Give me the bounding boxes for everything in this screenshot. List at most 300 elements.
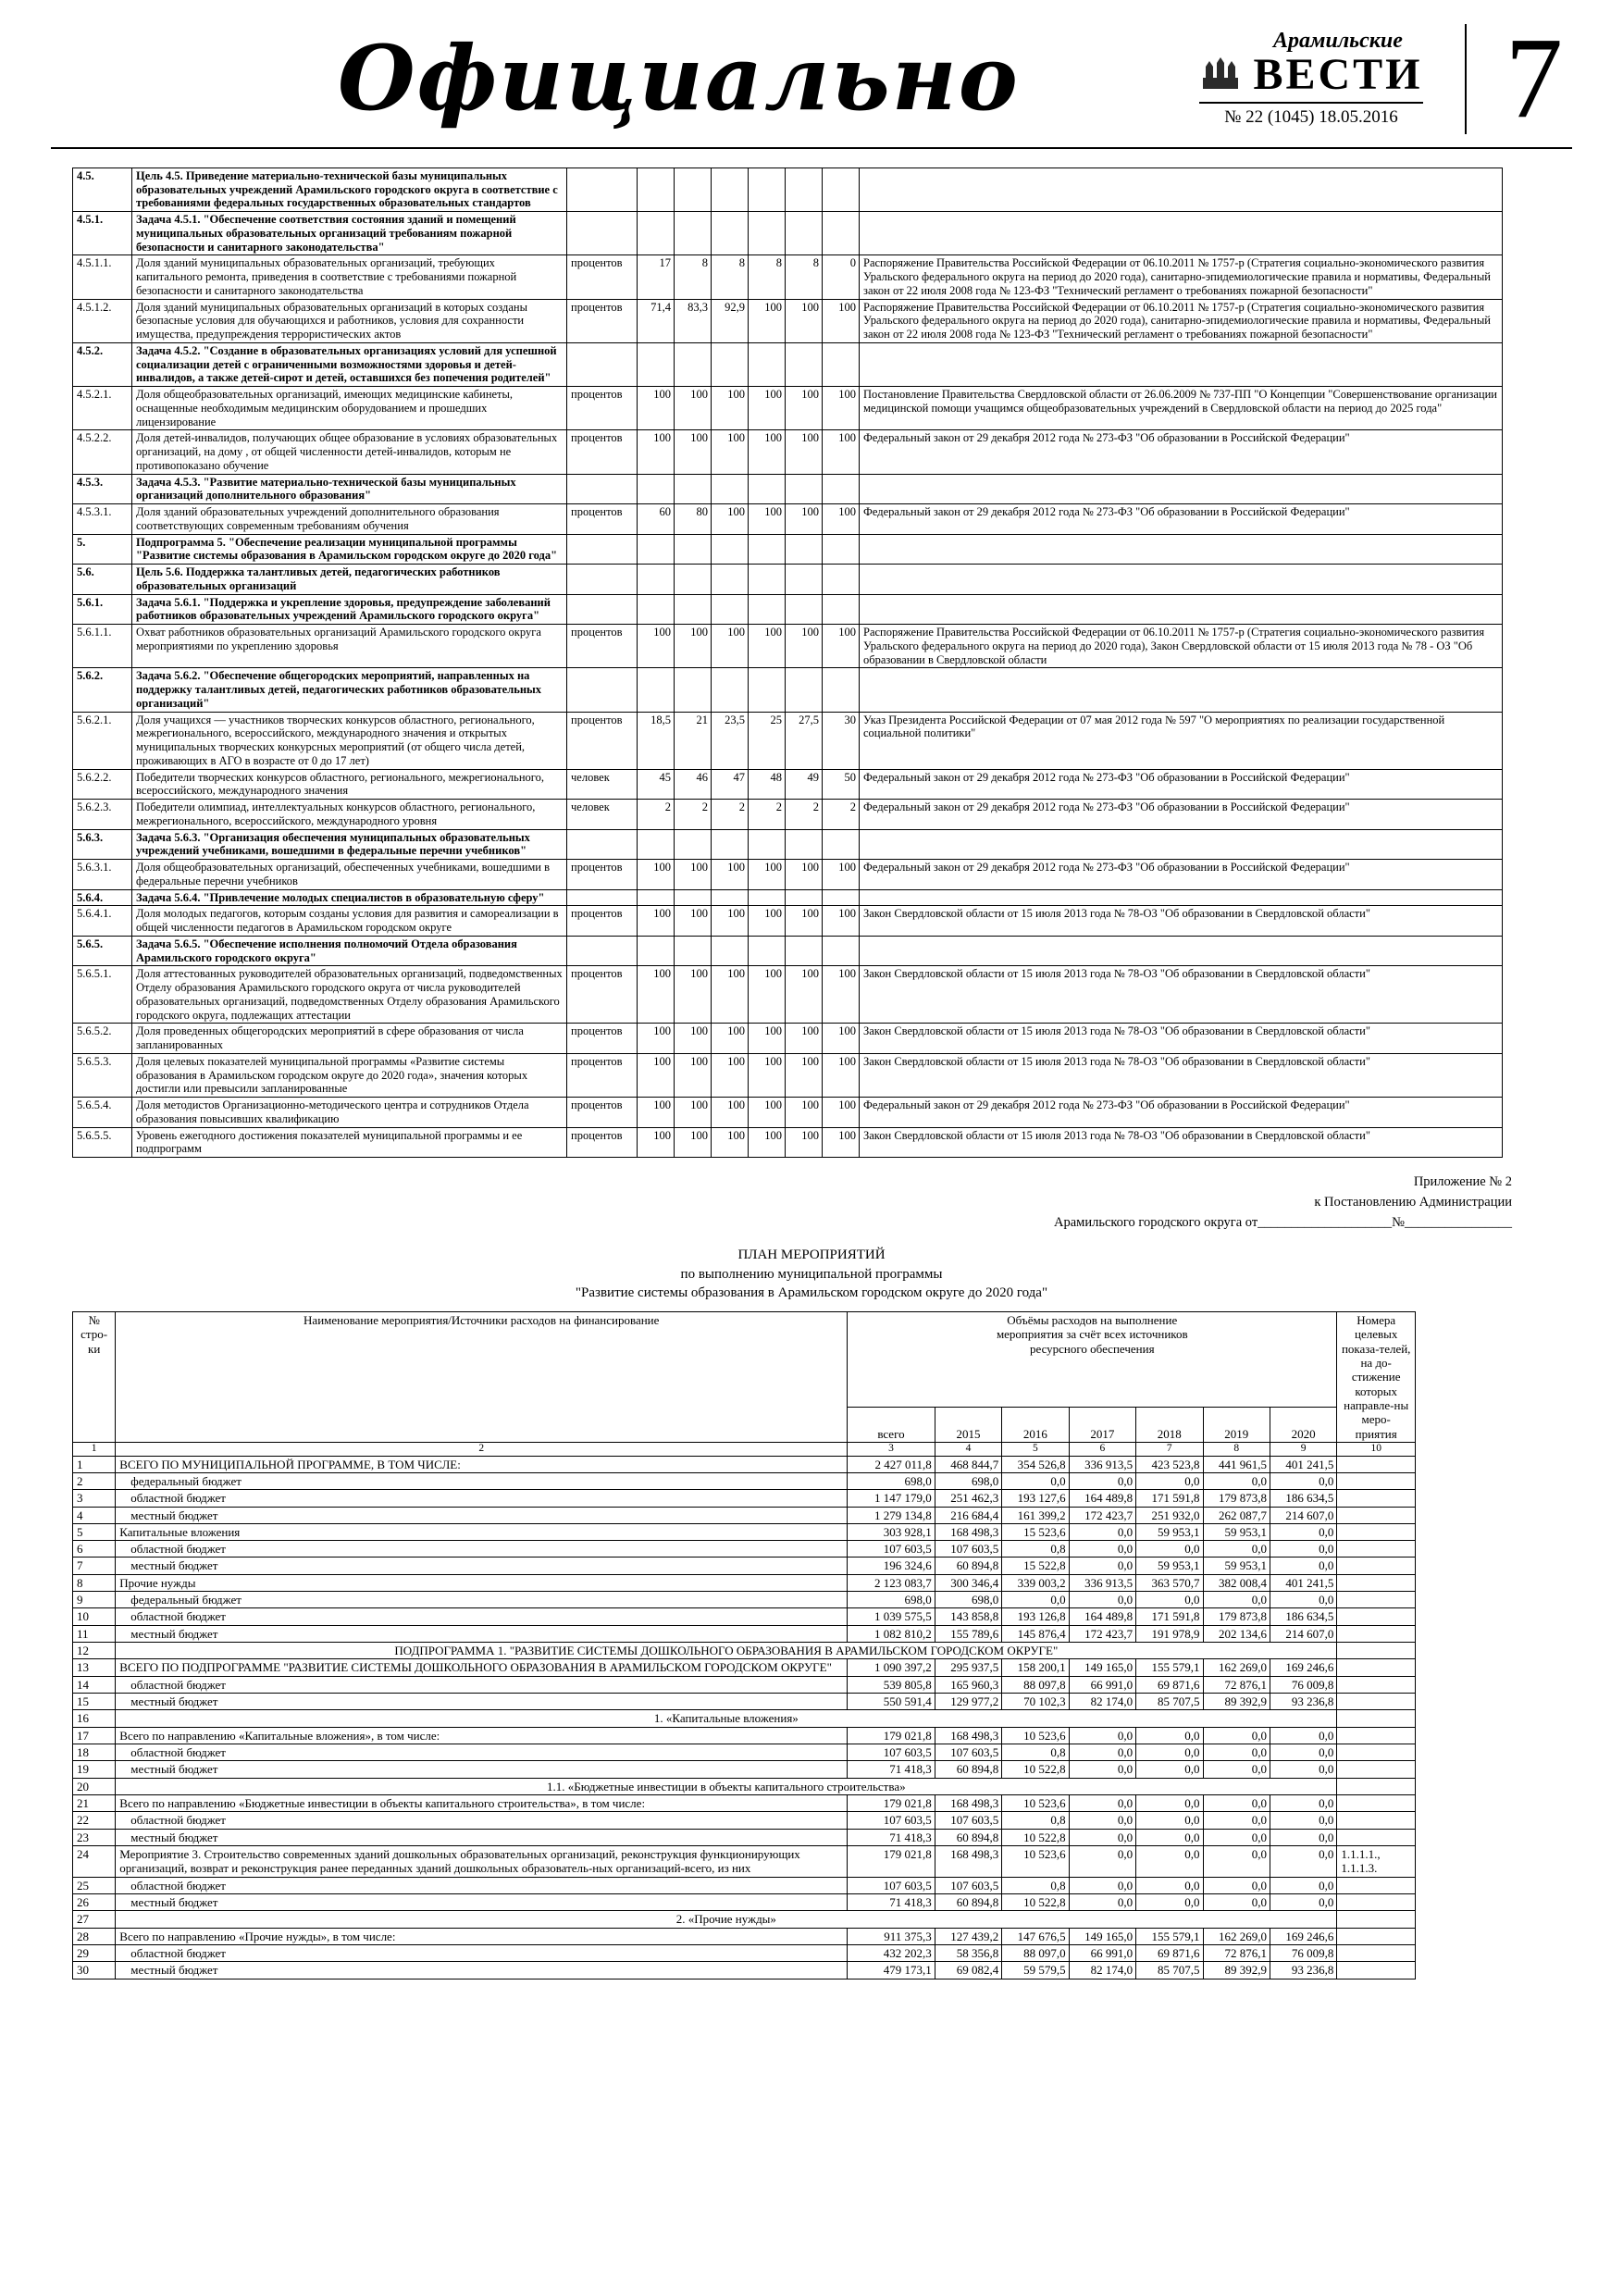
amount-cell: 0,0 bbox=[1270, 1829, 1336, 1845]
amount-cell: 191 978,9 bbox=[1136, 1625, 1203, 1642]
indicator-value-cell: 2 bbox=[712, 800, 749, 830]
column-header-year: 2018 bbox=[1136, 1407, 1203, 1442]
source-cell bbox=[860, 534, 1503, 565]
indicator-name-cell: Цель 5.6. Поддержка талантливых детей, педагогических работников образовательных организаций bbox=[132, 565, 567, 595]
measure-name-cell: федеральный бюджет bbox=[116, 1592, 848, 1608]
indicator-value-cell bbox=[638, 212, 675, 255]
unit-cell bbox=[567, 168, 638, 211]
targets-cell bbox=[1337, 1507, 1416, 1523]
source-cell: Федеральный закон от 29 декабря 2012 года № 273-ФЗ "Об образовании в Российской Федерации" bbox=[860, 430, 1503, 474]
table-row bbox=[73, 1127, 1503, 1158]
amount-cell: 127 439,2 bbox=[935, 1928, 1001, 1944]
amount-cell: 698,0 bbox=[935, 1592, 1001, 1608]
indicator-name-cell: Задача 5.6.5. "Обеспечение исполнения полномочий Отдела образования Арамильского городского округа" bbox=[132, 936, 567, 966]
indicator-value-cell: 100 bbox=[749, 966, 786, 1024]
amount-cell: 93 236,8 bbox=[1270, 1962, 1336, 1979]
table-row bbox=[73, 860, 1503, 890]
unit-cell: процентов bbox=[567, 860, 638, 890]
indicator-value-cell bbox=[786, 594, 823, 625]
issue-info: № 22 (1045) 18.05.2016 bbox=[1199, 102, 1422, 128]
targets-cell bbox=[1337, 1694, 1416, 1710]
indicator-value-cell bbox=[749, 594, 786, 625]
unit-cell: процентов bbox=[567, 712, 638, 769]
amount-cell: 0,0 bbox=[1069, 1472, 1135, 1489]
amount-cell: 423 523,8 bbox=[1136, 1456, 1203, 1472]
measure-name-cell: областной бюджет bbox=[116, 1812, 848, 1829]
indicator-value-cell bbox=[823, 474, 860, 504]
source-cell: Федеральный закон от 29 декабря 2012 года № 273-ФЗ "Об образовании в Российской Федерации" bbox=[860, 800, 1503, 830]
table-row bbox=[73, 430, 1503, 474]
amount-cell: 0,0 bbox=[1136, 1592, 1203, 1608]
column-number-cell: 4 bbox=[935, 1442, 1001, 1456]
page-header bbox=[51, 0, 1572, 149]
measure-name-cell: Мероприятие 3. Строительство современных зданий дошкольных образовательных организаций, реконструкция функционирующих организаций, возврат и реконструкция ранее переданных зданий дошкольных образователь-ных организаций-всего, из них bbox=[116, 1846, 848, 1878]
indicator-value-cell: 100 bbox=[638, 625, 675, 668]
indicator-value-cell bbox=[786, 534, 823, 565]
indicator-value-cell bbox=[712, 168, 749, 211]
amount-cell: 0,0 bbox=[1203, 1795, 1270, 1812]
indicator-value-cell: 100 bbox=[749, 387, 786, 430]
amount-cell: 143 858,8 bbox=[935, 1608, 1001, 1625]
targets-cell bbox=[1337, 1812, 1416, 1829]
table-row bbox=[73, 594, 1503, 625]
amount-cell: 0,0 bbox=[1270, 1846, 1336, 1878]
measure-name-cell: местный бюджет bbox=[116, 1829, 848, 1845]
indicator-value-cell: 100 bbox=[786, 625, 823, 668]
indicator-value-cell: 46 bbox=[675, 769, 712, 800]
indicator-value-cell bbox=[675, 594, 712, 625]
indicator-value-cell bbox=[786, 936, 823, 966]
amount-cell: 147 676,5 bbox=[1002, 1928, 1069, 1944]
indicator-value-cell: 8 bbox=[786, 255, 823, 299]
amount-cell: 72 876,1 bbox=[1203, 1676, 1270, 1693]
amount-cell: 186 634,5 bbox=[1270, 1490, 1336, 1507]
plan-subtitle: по выполнению муниципальной программы bbox=[680, 1266, 943, 1282]
amount-cell: 0,0 bbox=[1203, 1812, 1270, 1829]
indicator-value-cell: 8 bbox=[749, 255, 786, 299]
indicator-value-cell: 100 bbox=[786, 860, 823, 890]
table-row bbox=[73, 1490, 1416, 1507]
indicator-name-cell: Цель 4.5. Приведение материально-технической базы муниципальных образовательных учреждений Арамильского городского округа в соответствие с требованиями федеральных государственных образовательных стандартов bbox=[132, 168, 567, 211]
source-cell: Федеральный закон от 29 декабря 2012 года № 273-ФЗ "Об образовании в Российской Федерации" bbox=[860, 769, 1503, 800]
targets-cell bbox=[1337, 1911, 1416, 1928]
amount-cell: 155 579,1 bbox=[1136, 1928, 1203, 1944]
indicator-value-cell bbox=[749, 534, 786, 565]
unit-cell: процентов bbox=[567, 504, 638, 535]
amount-cell: 82 174,0 bbox=[1069, 1694, 1135, 1710]
row-number-cell: 5.6.5.5. bbox=[73, 1127, 132, 1158]
row-number-cell: 5 bbox=[73, 1523, 116, 1540]
unit-cell: процентов bbox=[567, 255, 638, 299]
amount-cell: 196 324,6 bbox=[848, 1558, 935, 1574]
indicator-value-cell: 100 bbox=[638, 1098, 675, 1128]
indicator-value-cell: 100 bbox=[786, 1024, 823, 1054]
indicator-value-cell: 83,3 bbox=[675, 299, 712, 342]
row-number-cell: 5.6.2.1. bbox=[73, 712, 132, 769]
row-number-cell: 24 bbox=[73, 1846, 116, 1878]
indicator-value-cell: 71,4 bbox=[638, 299, 675, 342]
table-row bbox=[73, 565, 1503, 595]
targets-cell bbox=[1337, 1472, 1416, 1489]
indicator-value-cell bbox=[786, 342, 823, 386]
source-cell bbox=[860, 342, 1503, 386]
row-number-cell: 5.6.4.1. bbox=[73, 906, 132, 937]
amount-cell: 432 202,3 bbox=[848, 1945, 935, 1962]
indicator-name-cell: Доля методистов Организационно-методического центра и сотрудников Отдела образования повысивших квалификацию bbox=[132, 1098, 567, 1128]
row-number-cell: 5.6.2. bbox=[73, 668, 132, 712]
row-number-cell: 4.5. bbox=[73, 168, 132, 211]
plan-title: ПЛАН МЕРОПРИЯТИЙ bbox=[737, 1247, 886, 1263]
indicator-value-cell bbox=[675, 168, 712, 211]
column-number-cell: 6 bbox=[1069, 1442, 1135, 1456]
amount-cell: 479 173,1 bbox=[848, 1962, 935, 1979]
row-number-cell: 20 bbox=[73, 1778, 116, 1794]
amount-cell: 179 021,8 bbox=[848, 1727, 935, 1744]
indicator-value-cell bbox=[712, 668, 749, 712]
amount-cell: 354 526,8 bbox=[1002, 1456, 1069, 1472]
indicator-value-cell bbox=[638, 889, 675, 906]
amount-cell: 0,0 bbox=[1136, 1829, 1203, 1845]
amount-cell: 0,0 bbox=[1069, 1829, 1135, 1845]
amount-cell: 15 522,8 bbox=[1002, 1558, 1069, 1574]
indicator-name-cell: Доля зданий муниципальных образовательных организаций, требующих капитального ремонта, приведения в соответствие с требованиями пожарной безопасности и санитарного законодательства bbox=[132, 255, 567, 299]
indicator-value-cell: 18,5 bbox=[638, 712, 675, 769]
column-header-year: 2019 bbox=[1203, 1407, 1270, 1442]
indicator-value-cell bbox=[786, 168, 823, 211]
newspaper-emblem-icon bbox=[1199, 54, 1242, 97]
indicator-value-cell: 100 bbox=[638, 906, 675, 937]
measure-name-cell: областной бюджет bbox=[116, 1676, 848, 1693]
measure-name-cell: местный бюджет bbox=[116, 1625, 848, 1642]
indicator-value-cell: 100 bbox=[749, 430, 786, 474]
amount-cell: 0,0 bbox=[1069, 1877, 1135, 1893]
amount-cell: 82 174,0 bbox=[1069, 1962, 1135, 1979]
indicator-value-cell bbox=[823, 212, 860, 255]
indicator-value-cell bbox=[638, 829, 675, 860]
row-number-cell: 5.6.1.1. bbox=[73, 625, 132, 668]
amount-cell: 0,0 bbox=[1069, 1744, 1135, 1761]
indicator-value-cell: 100 bbox=[786, 299, 823, 342]
indicator-name-cell: Задача 5.6.4. "Привлечение молодых специалистов в образовательную сферу" bbox=[132, 889, 567, 906]
amount-cell: 88 097,8 bbox=[1002, 1676, 1069, 1693]
amount-cell: 1 082 810,2 bbox=[848, 1625, 935, 1642]
indicator-value-cell: 100 bbox=[823, 430, 860, 474]
plan-program-name: "Развитие системы образования в Арамильском городском округе до 2020 года" bbox=[575, 1285, 1048, 1300]
table-row bbox=[73, 906, 1503, 937]
table-row bbox=[73, 168, 1503, 211]
amount-cell: 71 418,3 bbox=[848, 1761, 935, 1778]
indicator-value-cell bbox=[638, 342, 675, 386]
row-number-cell: 21 bbox=[73, 1795, 116, 1812]
table-row bbox=[73, 255, 1503, 299]
source-cell: Указ Президента Российской Федерации от 07 мая 2012 года № 597 "О мероприятиях по реализации государственной социальной политики" bbox=[860, 712, 1503, 769]
source-cell bbox=[860, 829, 1503, 860]
amount-cell: 59 579,5 bbox=[1002, 1962, 1069, 1979]
column-header-volumes-text: Объёмы расходов на выполнение мероприятия за счёт всех источников ресурсного обеспечения bbox=[996, 1313, 1188, 1356]
measure-name-cell: ВСЕГО ПО ПОДПРОГРАММЕ "РАЗВИТИЕ СИСТЕМЫ ДОШКОЛЬНОГО ОБРАЗОВАНИЯ В АРАМИЛЬСКОМ ГОРОДСКОМ ОКРУГЕ" bbox=[116, 1659, 848, 1676]
row-number-cell: 25 bbox=[73, 1877, 116, 1893]
row-number-cell: 4.5.1. bbox=[73, 212, 132, 255]
amount-cell: 59 953,1 bbox=[1203, 1523, 1270, 1540]
row-number-cell: 4.5.1.1. bbox=[73, 255, 132, 299]
row-number-cell: 1 bbox=[73, 1456, 116, 1472]
column-header-volumes bbox=[848, 1312, 1337, 1408]
amount-cell: 911 375,3 bbox=[848, 1928, 935, 1944]
indicator-value-cell: 100 bbox=[712, 1053, 749, 1097]
amount-cell: 303 928,1 bbox=[848, 1523, 935, 1540]
unit-cell bbox=[567, 565, 638, 595]
amount-cell: 60 894,8 bbox=[935, 1894, 1001, 1911]
amount-cell: 162 269,0 bbox=[1203, 1659, 1270, 1676]
indicator-value-cell: 47 bbox=[712, 769, 749, 800]
row-number-cell: 26 bbox=[73, 1894, 116, 1911]
indicator-value-cell: 100 bbox=[675, 1098, 712, 1128]
measure-name-cell: областной бюджет bbox=[116, 1945, 848, 1962]
amount-cell: 107 603,5 bbox=[848, 1812, 935, 1829]
targets-cell bbox=[1337, 1778, 1416, 1794]
indicator-value-cell: 100 bbox=[786, 1098, 823, 1128]
amount-cell: 58 356,8 bbox=[935, 1945, 1001, 1962]
row-number-cell: 5.6.2.2. bbox=[73, 769, 132, 800]
row-number-cell: 10 bbox=[73, 1608, 116, 1625]
amount-cell: 59 953,1 bbox=[1203, 1558, 1270, 1574]
indicator-value-cell: 100 bbox=[675, 1053, 712, 1097]
amount-cell: 363 570,7 bbox=[1136, 1574, 1203, 1591]
table-row bbox=[73, 1962, 1416, 1979]
source-cell bbox=[860, 889, 1503, 906]
indicator-value-cell bbox=[712, 594, 749, 625]
measure-name-cell: местный бюджет bbox=[116, 1507, 848, 1523]
indicator-value-cell bbox=[749, 168, 786, 211]
targets-cell: 1.1.1.1., 1.1.1.3. bbox=[1337, 1846, 1416, 1878]
indicator-value-cell: 100 bbox=[638, 387, 675, 430]
amount-cell: 0,0 bbox=[1069, 1894, 1135, 1911]
indicator-value-cell: 100 bbox=[823, 625, 860, 668]
unit-cell: процентов bbox=[567, 1098, 638, 1128]
row-number-cell: 5.6.5.3. bbox=[73, 1053, 132, 1097]
indicator-value-cell bbox=[712, 342, 749, 386]
column-number-cell: 1 bbox=[73, 1442, 116, 1456]
indicator-value-cell bbox=[712, 829, 749, 860]
amount-cell: 0,0 bbox=[1270, 1727, 1336, 1744]
indicator-value-cell bbox=[786, 829, 823, 860]
amount-cell: 107 603,5 bbox=[935, 1541, 1001, 1558]
amount-cell: 0,0 bbox=[1069, 1846, 1135, 1878]
targets-cell bbox=[1337, 1574, 1416, 1591]
amount-cell: 69 871,6 bbox=[1136, 1676, 1203, 1693]
amount-cell: 216 684,4 bbox=[935, 1507, 1001, 1523]
unit-cell: процентов bbox=[567, 299, 638, 342]
table-row bbox=[73, 1846, 1416, 1878]
unit-cell: процентов bbox=[567, 966, 638, 1024]
amount-cell: 145 876,4 bbox=[1002, 1625, 1069, 1642]
indicator-value-cell: 100 bbox=[749, 860, 786, 890]
unit-cell bbox=[567, 534, 638, 565]
row-number-cell: 18 bbox=[73, 1744, 116, 1761]
indicator-value-cell: 100 bbox=[638, 860, 675, 890]
table-row bbox=[73, 474, 1503, 504]
indicator-value-cell: 45 bbox=[638, 769, 675, 800]
amount-cell: 1 090 397,2 bbox=[848, 1659, 935, 1676]
amount-cell: 0,0 bbox=[1136, 1744, 1203, 1761]
measure-name-cell: Капитальные вложения bbox=[116, 1523, 848, 1540]
appendix-line: к Постановлению Администрации bbox=[1314, 1194, 1512, 1210]
targets-cell bbox=[1337, 1744, 1416, 1761]
column-number-cell: 3 bbox=[848, 1442, 935, 1456]
table-row bbox=[73, 712, 1503, 769]
table-row bbox=[73, 1928, 1416, 1944]
indicator-value-cell bbox=[675, 889, 712, 906]
amount-cell: 251 932,0 bbox=[1136, 1507, 1203, 1523]
indicator-value-cell bbox=[638, 474, 675, 504]
indicator-value-cell: 0 bbox=[823, 255, 860, 299]
amount-cell: 172 423,7 bbox=[1069, 1625, 1135, 1642]
table-row bbox=[73, 1608, 1416, 1625]
table-row bbox=[73, 1625, 1416, 1642]
source-cell bbox=[860, 936, 1503, 966]
indicator-value-cell: 27,5 bbox=[786, 712, 823, 769]
column-header-year: 2016 bbox=[1002, 1407, 1069, 1442]
column-number-cell: 7 bbox=[1136, 1442, 1203, 1456]
indicator-value-cell: 8 bbox=[712, 255, 749, 299]
targets-cell bbox=[1337, 1962, 1416, 1979]
measure-name-cell: Всего по направлению «Бюджетные инвестиции в объекты капитального строительства», в том числе: bbox=[116, 1795, 848, 1812]
indicator-name-cell: Доля общеобразовательных организаций, обеспеченных учебниками, вошедшими в федеральные перечни учебников bbox=[132, 860, 567, 890]
amount-cell: 149 165,0 bbox=[1069, 1928, 1135, 1944]
amount-cell: 0,0 bbox=[1136, 1894, 1203, 1911]
indicators-table-body bbox=[73, 168, 1503, 1157]
indicator-value-cell bbox=[638, 565, 675, 595]
amount-cell: 0,0 bbox=[1270, 1812, 1336, 1829]
indicator-value-cell: 100 bbox=[712, 1127, 749, 1158]
amount-cell: 698,0 bbox=[848, 1472, 935, 1489]
indicator-value-cell: 25 bbox=[749, 712, 786, 769]
indicator-name-cell: Доля учащихся — участников творческих конкурсов областного, регионального, межрегионального, всероссийского, международного значения и открытых муниципальных творческих конкурсных мероприятий (от общего числа детей, проживающих в АГО в возрасте от 0 до 17 лет) bbox=[132, 712, 567, 769]
appendix-note bbox=[0, 1173, 1512, 1233]
indicator-value-cell bbox=[823, 168, 860, 211]
plan-table-body bbox=[73, 1456, 1416, 1979]
indicator-value-cell bbox=[712, 474, 749, 504]
column-number-cell: 10 bbox=[1337, 1442, 1416, 1456]
column-header-year: всего bbox=[848, 1407, 935, 1442]
indicator-value-cell: 100 bbox=[712, 1024, 749, 1054]
indicator-value-cell: 100 bbox=[675, 625, 712, 668]
amount-cell: 0,0 bbox=[1270, 1744, 1336, 1761]
indicator-value-cell: 100 bbox=[712, 906, 749, 937]
row-number-cell: 5.6.3.1. bbox=[73, 860, 132, 890]
column-number-cell: 5 bbox=[1002, 1442, 1069, 1456]
amount-cell: 107 603,5 bbox=[935, 1877, 1001, 1893]
row-number-cell: 5.6.3. bbox=[73, 829, 132, 860]
amount-cell: 0,0 bbox=[1136, 1727, 1203, 1744]
indicator-value-cell: 100 bbox=[638, 430, 675, 474]
indicator-value-cell: 100 bbox=[823, 1098, 860, 1128]
amount-cell: 0,0 bbox=[1270, 1592, 1336, 1608]
indicator-name-cell: Задача 4.5.1. "Обеспечение соответствия состояния зданий и помещений муниципальных образовательных организаций требованиям пожарной безопасности и санитарного законодательства" bbox=[132, 212, 567, 255]
indicator-value-cell: 30 bbox=[823, 712, 860, 769]
row-number-cell: 27 bbox=[73, 1911, 116, 1928]
amount-cell: 72 876,1 bbox=[1203, 1945, 1270, 1962]
indicator-value-cell bbox=[823, 936, 860, 966]
amount-cell: 698,0 bbox=[935, 1472, 1001, 1489]
row-number-cell: 2 bbox=[73, 1472, 116, 1489]
amount-cell: 202 134,6 bbox=[1203, 1625, 1270, 1642]
indicator-value-cell bbox=[749, 889, 786, 906]
row-number-cell: 19 bbox=[73, 1761, 116, 1778]
targets-cell bbox=[1337, 1710, 1416, 1727]
amount-cell: 168 498,3 bbox=[935, 1846, 1001, 1878]
row-number-cell: 30 bbox=[73, 1962, 116, 1979]
indicator-value-cell bbox=[823, 594, 860, 625]
indicator-name-cell: Доля общеобразовательных организаций, имеющих медицинские кабинеты, оснащенные необходимым медицинским оборудованием и прошедших лицензирование bbox=[132, 387, 567, 430]
table-row bbox=[73, 800, 1503, 830]
indicator-value-cell: 100 bbox=[712, 966, 749, 1024]
indicator-name-cell: Задача 4.5.3. "Развитие материально-технической базы муниципальных организаций дополнительного образования" bbox=[132, 474, 567, 504]
amount-cell: 0,8 bbox=[1002, 1812, 1069, 1829]
indicator-value-cell: 100 bbox=[786, 1127, 823, 1158]
row-number-cell: 17 bbox=[73, 1727, 116, 1744]
indicator-name-cell: Подпрограмма 5. "Обеспечение реализации муниципальной программы "Развитие системы образования в Арамильском городском округе до 2020 года" bbox=[132, 534, 567, 565]
newspaper-name-top: Арамильские bbox=[1273, 29, 1403, 54]
source-cell bbox=[860, 594, 1503, 625]
table-row bbox=[73, 1744, 1416, 1761]
row-number-cell: 5. bbox=[73, 534, 132, 565]
row-number-cell: 22 bbox=[73, 1812, 116, 1829]
amount-cell: 93 236,8 bbox=[1270, 1694, 1336, 1710]
column-header-year: 2017 bbox=[1069, 1407, 1135, 1442]
amount-cell: 0,0 bbox=[1069, 1541, 1135, 1558]
indicator-value-cell: 2 bbox=[675, 800, 712, 830]
indicator-value-cell: 50 bbox=[823, 769, 860, 800]
indicator-value-cell: 100 bbox=[712, 1098, 749, 1128]
indicator-value-cell: 100 bbox=[675, 906, 712, 937]
indicator-value-cell: 2 bbox=[638, 800, 675, 830]
row-number-cell: 7 bbox=[73, 1558, 116, 1574]
amount-cell: 107 603,5 bbox=[848, 1744, 935, 1761]
amount-cell: 158 200,1 bbox=[1002, 1659, 1069, 1676]
indicator-value-cell bbox=[823, 668, 860, 712]
source-cell: Закон Свердловской области от 15 июля 2013 года № 78-ОЗ "Об образовании в Свердловской области" bbox=[860, 966, 1503, 1024]
amount-cell: 171 591,8 bbox=[1136, 1490, 1203, 1507]
indicator-value-cell: 100 bbox=[823, 1127, 860, 1158]
targets-cell bbox=[1337, 1523, 1416, 1540]
amount-cell: 0,0 bbox=[1203, 1727, 1270, 1744]
targets-cell bbox=[1337, 1643, 1416, 1659]
indicator-value-cell bbox=[712, 565, 749, 595]
indicator-value-cell: 2 bbox=[749, 800, 786, 830]
amount-cell: 336 913,5 bbox=[1069, 1574, 1135, 1591]
column-number-cell: 8 bbox=[1203, 1442, 1270, 1456]
indicator-name-cell: Уровень ежегодного достижения показателей муниципальной программы и ее подпрограмм bbox=[132, 1127, 567, 1158]
amount-cell: 0,0 bbox=[1136, 1877, 1203, 1893]
measure-name-cell: областной бюджет bbox=[116, 1541, 848, 1558]
measure-name-cell: местный бюджет bbox=[116, 1761, 848, 1778]
amount-cell: 172 423,7 bbox=[1069, 1507, 1135, 1523]
row-number-cell: 4.5.2. bbox=[73, 342, 132, 386]
column-header-year: 2015 bbox=[935, 1407, 1001, 1442]
table-row bbox=[73, 1778, 1416, 1794]
amount-cell: 0,0 bbox=[1270, 1795, 1336, 1812]
amount-cell: 0,0 bbox=[1203, 1829, 1270, 1845]
indicator-value-cell bbox=[786, 474, 823, 504]
amount-cell: 15 523,6 bbox=[1002, 1523, 1069, 1540]
column-number-cell: 9 bbox=[1270, 1442, 1336, 1456]
indicator-value-cell: 100 bbox=[823, 1053, 860, 1097]
amount-cell: 0,0 bbox=[1136, 1846, 1203, 1878]
indicator-value-cell bbox=[749, 342, 786, 386]
table-row bbox=[73, 1694, 1416, 1710]
indicator-value-cell bbox=[749, 474, 786, 504]
